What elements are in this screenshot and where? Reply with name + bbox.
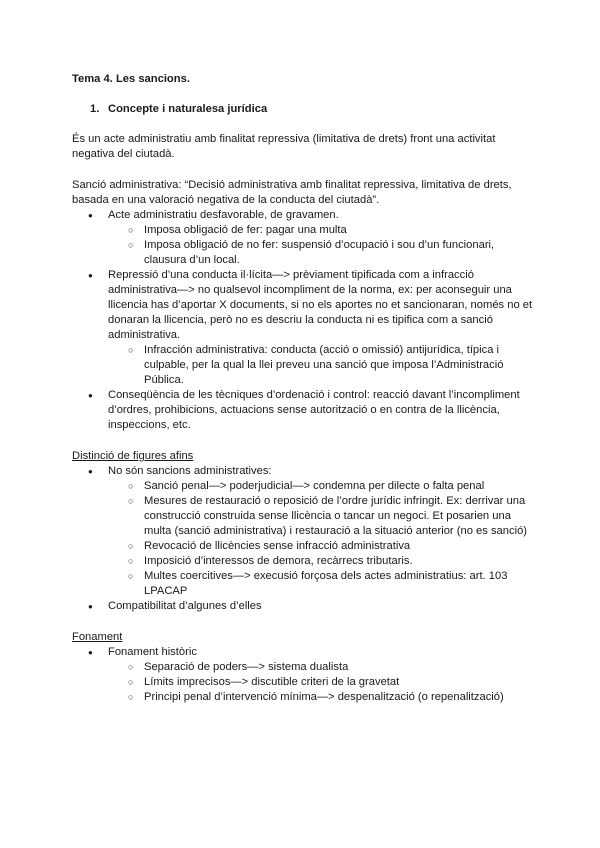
sub-list <box>108 660 538 705</box>
list-item <box>72 645 538 705</box>
bullet-list <box>72 268 538 388</box>
sub-list <box>108 479 538 599</box>
bullet-list <box>72 599 538 614</box>
section-heading <box>90 102 538 117</box>
distincio-heading: Distinció de figures afins <box>72 450 194 462</box>
sub-list-item: ○ Mesures de restauració o reposició de l’ordre jurídic infringit. Ex: derrivar una construcció construida sense llicència o tancar un negoci. Et posarien una multa (sanció administrativa) i restauració a la situació anterior (no es sanció) <box>108 494 538 539</box>
sub-list-item: ○ Límits imprecisos—> discutible criteri de la gravetat <box>108 675 538 690</box>
sub-list-item: ○ Imposició d’interessos de demora, recàrrecs tributaris. <box>108 554 538 569</box>
list-item-text: Fonament històric <box>108 646 197 658</box>
sub-list-item: ○ Principi penal d’intervenció mínima—> despenalització (o repenalització) <box>108 690 538 705</box>
sub-list-item: ○ Imposa obligació de no fer: suspensió d’ocupació i sou d’un funcionari, clausura d’un local. <box>108 238 538 268</box>
paragraph-definition: És un acte administratiu amb finalitat repressiva (limitativa de drets) front una activitat negativa del ciutadà. <box>72 133 496 160</box>
list-item: ● Compatibilitat d’algunes d’elles <box>72 599 538 614</box>
bullet-list <box>72 464 538 599</box>
bullet-list <box>72 208 538 268</box>
section-heading-text: Concepte i naturalesa jurídica <box>108 103 268 115</box>
sub-list-item: ○ Revocació de llicències sense infracció administrativa <box>108 539 538 554</box>
list-item <box>72 208 538 268</box>
bullet-list <box>72 388 538 433</box>
sub-list-item: ○ Imposa obligació de fer: pagar una multa <box>108 223 538 238</box>
list-item-text: Acte administratiu desfavorable, de gravamen. <box>108 209 339 221</box>
sub-list <box>108 223 538 268</box>
sub-list-item: ○ Multes coercitives—> execusió forçosa dels actes administratius: art. 103 LPACAP <box>108 569 538 599</box>
bullet-list <box>72 645 538 705</box>
sub-list-item: ○ Separació de poders—> sistema dualista <box>108 660 538 675</box>
sub-list <box>108 343 538 388</box>
document-title: Tema 4. Les sancions. <box>72 73 190 85</box>
sub-list-item: ○ Sanció penal—> poderjudicial—> condemna per dilecte o falta penal <box>108 479 538 494</box>
fonament-heading: Fonament <box>72 631 123 643</box>
list-item: ● Conseqüència de les tècniques d’ordenació i control: reacció davant l’incompliment d’ordres, prohibicions, actuacions sense autorització o en contra de la llicència, inspeccions, etc. <box>72 388 538 433</box>
list-item <box>72 464 538 599</box>
sub-list-item: ○ Infracción administrativa: conducta (acció o omissió) antijurídica, típica i culpable, per la qual la llei preveu una sanció que imposa l’Administració Pública. <box>108 343 538 388</box>
section-number: 1. <box>90 103 100 115</box>
list-item-text: No són sancions administratives: <box>108 465 272 477</box>
list-item-text: Repressió d’una conducta il·lícita—> prèviament tipificada com a infracció administrativa—> no qualsevol incompliment de la norma, ex: per aconseguir una llicencia has d’aportar X documents, si no els aportes no et sancionaran, només no et donaran la llicencia, però no es descriu la conducta ni es tipifica com a sanció administrativa. <box>108 269 533 341</box>
list-item <box>72 268 538 388</box>
paragraph-sancio: Sanció administrativa: “Decisió administrativa amb finalitat repressiva, limitativa de drets, basada en una valoració negativa de la conducta del ciutadà”. <box>72 179 512 206</box>
document-page <box>72 72 538 705</box>
